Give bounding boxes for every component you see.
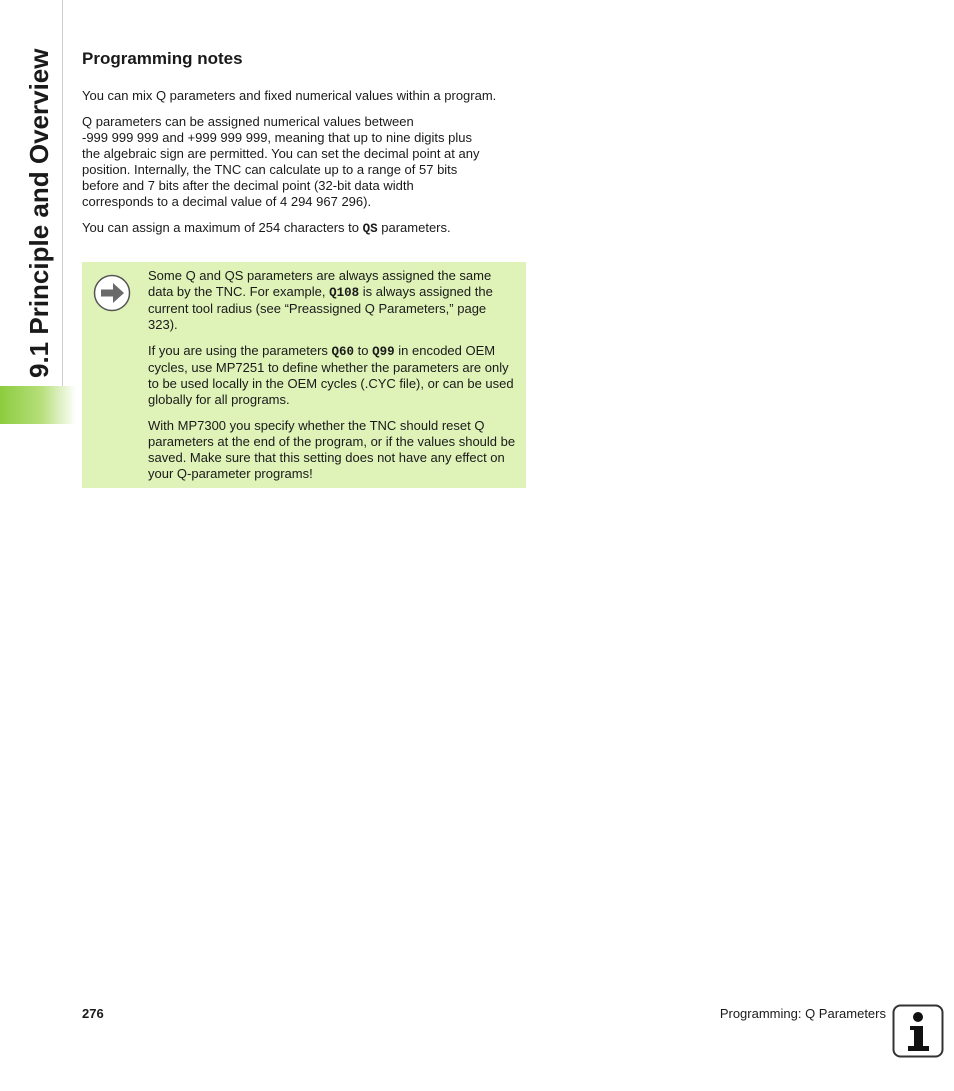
- note-p2-text-c: in encoded OEM cycles, use MP7251 to define whether the parameters are only to be used locally in the OEM cycles (.CYC file), or can be used globally for all programs.: [148, 343, 514, 407]
- arrow-right-icon: [93, 274, 131, 312]
- note-paragraph-oem-cycles: [148, 343, 518, 408]
- qs-text-before: You can assign a maximum of 254 characters to: [82, 220, 363, 235]
- range-line-3: the algebraic sign are permitted. You can set the decimal point at any: [82, 146, 480, 161]
- qs-text-after: parameters.: [377, 220, 451, 235]
- footer-chapter-title: Programming: Q Parameters: [719, 1006, 886, 1021]
- info-icon: [892, 1004, 944, 1058]
- note-box: [82, 262, 526, 488]
- note-p1-text-b: is always assigned the current tool radius (see “Preassigned Q Parameters,” page 323).: [148, 284, 493, 332]
- note-p1-text-a: Some Q and QS parameters are always assigned the same data by the TNC. For example,: [148, 268, 492, 299]
- chapter-title: 9.1 Principle and Overview: [24, 48, 54, 378]
- chapter-side-tab: [0, 0, 76, 424]
- range-line-6: corresponds to a decimal value of 4 294 967 296).: [82, 194, 372, 209]
- paragraph-mix-values: You can mix Q parameters and fixed numerical values within a program.: [82, 88, 497, 103]
- qs-code: QS: [362, 222, 378, 236]
- range-line-2: -999 999 999 and +999 999 999, meaning that up to nine digits plus: [82, 130, 472, 145]
- range-line-5: before and 7 bits after the decimal point (32-bit data width: [82, 178, 414, 193]
- note-p1-code: Q108: [329, 286, 360, 300]
- section-heading: Programming notes: [82, 49, 243, 68]
- chapter-tab-marker: [0, 386, 76, 424]
- note-paragraph-mp7300: With MP7300 you specify whether the TNC should reset Q parameters at the end of the program, or if the values should be saved. Make sure that this setting does not have any effect on your Q-parameter programs!: [148, 418, 516, 481]
- note-p2-text-b: to: [354, 343, 373, 358]
- note-p2-text-a: If you are using the parameters: [148, 343, 332, 358]
- range-line-1: Q parameters can be assigned numerical values between: [82, 114, 414, 129]
- range-line-4: position. Internally, the TNC can calculate up to a range of 57 bits: [82, 162, 458, 177]
- paragraph-value-range: [82, 114, 526, 210]
- main-content: [82, 48, 526, 247]
- note-p2-code-1: Q60: [331, 345, 355, 359]
- note-p2-code-2: Q99: [372, 345, 395, 359]
- page-number: 276: [82, 1006, 104, 1021]
- paragraph-qs-characters: [82, 220, 526, 237]
- note-text: [148, 268, 518, 492]
- side-divider: [62, 0, 63, 386]
- note-paragraph-preassigned: [148, 268, 518, 333]
